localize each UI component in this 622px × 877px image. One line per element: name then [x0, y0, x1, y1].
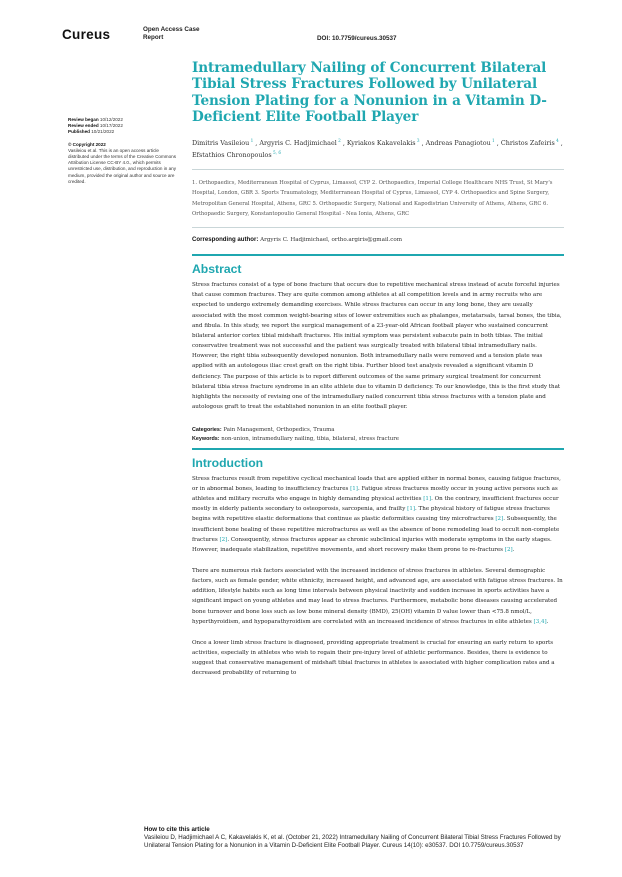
- author-affiliation-number: 1: [490, 137, 495, 143]
- categories: [192, 426, 564, 435]
- author-name[interactable]: Andreas Panagiotou: [425, 138, 491, 147]
- article-type-line-2: Report: [143, 33, 164, 41]
- doi[interactable]: DOI: 10.7759/cureus.30537: [317, 35, 397, 42]
- abstract-heading: Abstract: [192, 262, 242, 277]
- keywords-label: Keywords:: [192, 435, 220, 442]
- article-title: Intramedullary Nailing of Concurrent Bilateral Tibial Stress Fractures Followed by Unilateral Tension Plating for a Nonunion in a Vitamin D-Deficient Elite Football Player: [192, 60, 547, 126]
- author-affiliation-number: 5, 6: [271, 149, 281, 155]
- author-affiliation-number: 3: [415, 137, 420, 143]
- introduction-paragraph-2: There are numerous risk factors associated with the increased incidence of stress fractures in athletes. Several demographic factors, such as female gender, white ethnicity, increased height, and advanced age, are associated with fatigue stress fractures. In addition, lifestyle habits such as long time intervals between physical inactivity and sudden increase in sports activities have a significant impact on young athletes and may lead to stress fractures. Furthermore, metabolic bone diseases causing accelerated bone turnover and bone loss such as low bone mineral density (BMD), 25(OH) vitamin D value lower than <75.8 nmol/L, hyperthyroidism, and hypoparathyroidism are correlated with an increased incidence of stress fractures in elite athletes [3,4].: [192, 567, 563, 625]
- reference-link[interactable]: [2]: [495, 516, 504, 523]
- citation-heading: How to cite this article: [144, 826, 210, 833]
- keywords-value: non-union, intramedullary nailing, tibia, bilateral, stress fracture: [221, 435, 399, 442]
- author-affiliation-number: 4: [554, 137, 559, 143]
- cureus-logo[interactable]: Cureus: [62, 27, 111, 42]
- keywords: [192, 435, 564, 444]
- reference-link[interactable]: [2]: [219, 536, 228, 543]
- review-began-value: 10/12/2022: [99, 117, 123, 122]
- introduction-paragraph-3: Once a lower limb stress fracture is diagnosed, providing appropriate treatment is crucial for ensuring an early return to sports activities, especially in athletes who wish to regain their pre-injury level of athletic performance. Besides, there is evidence to suggest that conservative management of midshaft tibial fractures in athletes is associated with higher complication rates and a decreased probability of returning to: [192, 639, 555, 677]
- introduction-heading: Introduction: [192, 455, 264, 470]
- reference-link[interactable]: [1]: [407, 506, 416, 513]
- abstract-rule: [192, 254, 564, 256]
- corresponding-author-label: Corresponding author:: [192, 236, 259, 244]
- author-affiliation-number: 2: [336, 137, 341, 143]
- review-dates: [68, 117, 178, 136]
- introduction-paragraph-1: Stress fractures result from repetitive cyclical mechanical loads that are applied either in normal bones, causing fatigue fractures, or in abnormal bones, leading to insufficiency fractures [1]. Fatigue stress fractures mostly occur in young active persons such as athletes and military recruits who engage in highly demanding physical activities [1]. On the contrary, insufficient fractures occur mostly in elderly patients secondary to osteoporosis, sarcopenia, and frailty [1]. The physical history of fatigue stress fractures begins with repetitive elastic deformations that continue as plastic deformities causing tiny microfractures [2]. Subsequently, the insufficient bone healing of these repetitive microfractures as well as the absence of bone remodeling lead to occult non-complete fractures [2]. Consequently, stress fractures appear as chronic subclinical injuries with moderate symptoms in the early stages. However, inadequate stabilization, repetitive movements, and short recovery make them prone to re-fractures [2].: [192, 475, 561, 553]
- published-value: 10/21/2022: [91, 129, 115, 135]
- review-began-label: Review began: [68, 117, 99, 122]
- author-name[interactable]: Christos Zafeiris: [500, 138, 555, 147]
- copyright-heading: © Copyright 2022: [68, 141, 106, 147]
- author-name[interactable]: Kyriakos Kakavelakis: [346, 138, 416, 147]
- reference-link[interactable]: [2]: [504, 546, 513, 553]
- categories-label: Categories:: [192, 427, 222, 434]
- author-name[interactable]: Argyris C. Hadjimichael: [259, 138, 337, 147]
- author-name[interactable]: Efstathios Chronopoulos: [192, 151, 272, 160]
- categories-value: Pain Management, Orthopedics, Trauma: [223, 427, 335, 434]
- copyright-text: Vasileiou et al. This is an open access article distributed under the terms of the Creative Commons Attribution License CC-BY 4.0., which permits unrestricted use, distribution, and reproduction in any medium, provided the original author and source are credited.: [68, 147, 177, 184]
- corresponding-author: [192, 228, 564, 254]
- article-type: [143, 26, 199, 41]
- author-list: Dimitris Vasileiou $^1$ , Argyris C. Hadjimichael $^2$ , Kyriakos Kakavelakis $^3$ , Andreas Panagiotou $^1$ , Christos Zafeiris $^4$ , Efstathios Chronopoulos $^{5, 6}$: [192, 137, 563, 160]
- reference-link[interactable]: [1]: [350, 485, 358, 492]
- citation-block: [144, 826, 564, 850]
- article-type-line-1: Open Access Case: [143, 26, 200, 33]
- abstract-text: Stress fractures consist of a type of bone fracture that occurs due to repetitive mechanical stress instead of acute forceful injuries that cause common fractures. They are quite common among athletes at all competition levels and in army recruits who are expected to undergo extremely demanding exercises. While stress fractures can occur in any long bone, they are usually associated with the most common weight-bearing sites of lower extremities such as phalanges, metatarsals, tarsal bones, the tibia, and fibula. In this study, we report the surgical management of a 23-year-old African football player who sustained concurrent bilateral anterior cortex tibial midshaft fractures. His initial symptom was persistent subacute pain in both tibias. The initial conservative treatment was not successful and the patient was surgically treated with bilateral tibial intramedullary nails. However, the right tibia subsequently developed nonunion. Both intramedullary nails were removed and a tension plate was applied with an autologous iliac crest graft on the right tibia. Further blood test analysis revealed a significant vitamin D deficiency. The purpose of this article is to report different outcomes of the same primary surgical treatment for concurrent bilateral tibia stress fracture syndrome in an elite athlete due to vitamin D deficiency. To our knowledge, this is the first study that highlights the necessity of revising one of the intramedullary nailed concurrent tibia stress fractures with a tension plate and autologous graft to treat the established nonunion in an elite football player.: [192, 282, 562, 410]
- author-name[interactable]: Dimitris Vasileiou: [192, 138, 250, 147]
- introduction-rule: [192, 448, 564, 450]
- affiliations: 1. Orthopaedics, Mediterranean Hospital of Cyprus, Limassol, CYP 2. Orthopaedics, Imperial College Healthcare NHS Trust, St Mary's Hospital, London, GBR 3. Sports Traumatology, Mediterranean Hospital of Cyprus, Limassol, CYP 4. Orthopaedics and Spine Surgery, Metropolitan General Hospital, Athens, GRC 5. Orthopaedic Surgery, National and Kapodistrian University of Athens, Athens, GRC 6. Orthopaedic Surgery, Konstantopoulio General Hospital - Nea Ionia, Athens, GRC: [192, 180, 553, 217]
- article-sidebar: [68, 117, 178, 185]
- reference-link[interactable]: [3,4]: [533, 618, 547, 625]
- published: [68, 129, 178, 135]
- published-label: Published: [68, 129, 90, 135]
- reference-link[interactable]: [1]: [423, 496, 432, 503]
- citation-text: Vasileiou D, Hadjimichael A C, Kakavelakis K, et al. (October 21, 2022) Intramedullary Nailing of Concurrent Bilateral Tibial Stress Fractures Followed by Unilateral Tension Plating for a Nonunion in a Vitamin D-Deficient Elite Football Player. Cureus 14(10): e30537. DOI 10.7759/cureus.30537: [144, 834, 561, 850]
- article-main: [192, 60, 564, 679]
- corresponding-author-contact[interactable]: Argyris C. Hadjimichael, ortho.argiris@gmail.com: [260, 237, 403, 244]
- review-ended-label: Review ended: [68, 123, 99, 129]
- review-ended-value: 10/17/2022: [99, 123, 123, 129]
- author-affiliation-number: 1: [249, 137, 254, 143]
- categories-block: [192, 426, 564, 444]
